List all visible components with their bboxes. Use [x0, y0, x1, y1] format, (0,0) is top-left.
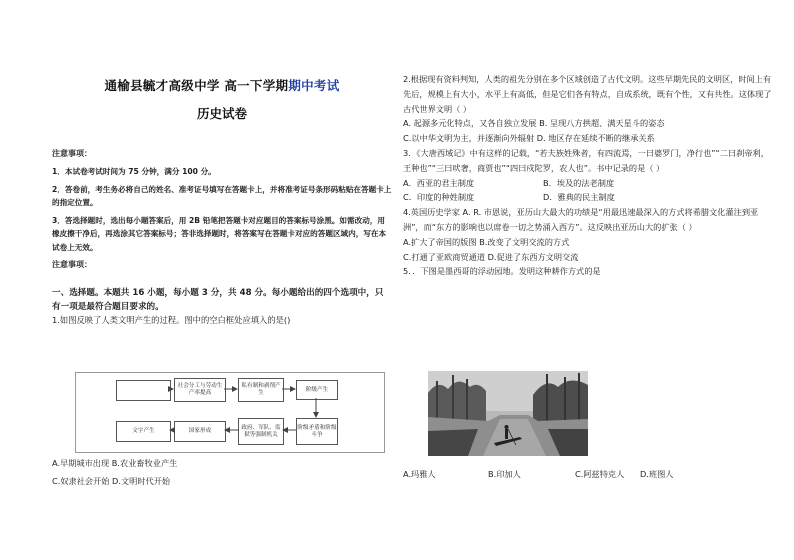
- q3-option-a: A．西亚的君主制度: [403, 177, 475, 188]
- exam-title: [52, 76, 392, 94]
- diagram-arrows: [76, 373, 384, 452]
- floating-garden-image: [428, 371, 588, 456]
- left-column: [52, 72, 392, 327]
- title-main: 通榆县毓才高级中学 高一下学期: [104, 78, 289, 93]
- question-1-option-cd: C.奴隶社会开始 D.文明时代开始: [52, 476, 171, 486]
- question-1: [52, 314, 392, 328]
- question-3-option-ab: [403, 176, 775, 191]
- q3-option-c: C．印度的种姓制度: [403, 192, 475, 203]
- q5-option-a: A.玛雅人: [403, 469, 436, 479]
- right-column: [403, 72, 775, 279]
- diagram-box-government: 政府、军队、监狱等强制机关: [238, 418, 284, 445]
- q5-option-d: D.班图人: [640, 469, 674, 479]
- title-highlight: 期中考试: [288, 78, 340, 93]
- exam-subtitle: 历史试卷: [196, 106, 247, 121]
- q2-option-d: D. 地区存在延续不断的继承关系: [536, 133, 655, 144]
- question-3-option-cd: [403, 190, 775, 205]
- notice-list: [52, 165, 392, 255]
- floating-garden-photo: [428, 371, 588, 456]
- question-1-option-ab: A.早期城市出现 B.农业畜牧业产生: [52, 458, 178, 468]
- question-4-option-cd: C.打通了亚欧商贸通道 D.促进了东西方文明交流: [403, 251, 579, 262]
- q5-option-b: B.印加人: [488, 469, 521, 479]
- q5-option-c: C.阿兹特克人: [575, 469, 625, 479]
- question-4-stem: 4.英国历史学家 A. R. 市恩说，亚历山大最大的功绩是“用最迅速最深入的方式将希腊文化灌注到亚洲”，而“东方的影响也以席卷一切之势涌入西方”。这反映出亚历山大的扩张（ ）: [403, 207, 759, 232]
- civilization-flow-diagram: [75, 372, 385, 453]
- diagram-box-state: 国家形成: [174, 421, 226, 442]
- notice-item: 3．答选择题时，选出每小题答案后，用 2B 铅笔把答题卡对应题目的答案标号涂黑。如需改动，用橡皮擦干净后，再选涂其它答案标号；答非选择题时，将答案写在答题卡对应的答题区域内，写在本试卷上无效。: [52, 215, 387, 252]
- diagram-box-division-of-labor: 社会分工与劳动生产率提高: [174, 378, 226, 402]
- diagram-box-classes: 阶级产生: [296, 380, 338, 400]
- section-heading: 一、选择题。本题共 16 小题，每小题 3 分，共 48 分。每小题给出的四个选项中，只有一项是最符合题目要求的。: [52, 287, 384, 312]
- question-3-stem: 3．《大唐西域记》中有这样的记载，“若夫族姓殊者，有四流焉，一曰婆罗门，净行也”“二曰刹帝利，王种也”“三曰吠奢，商贾也”“四曰戍陀罗，农人也”。书中记录的是（ ）: [403, 147, 769, 173]
- diagram-box-class-struggle: 阶级矛盾和阶级斗争: [296, 418, 338, 445]
- diagram-box-writing: 文字产生: [116, 421, 171, 442]
- q2-option-a: A. 起源多元化特点，又各自独立发展: [403, 118, 537, 129]
- q3-option-b: B．埃及的法老制度: [543, 177, 615, 188]
- question-1-stem: 1.如图反映了人类文明产生的过程。图中的空白框处应填入的是(): [52, 314, 291, 325]
- notice-item: 2．答卷前，考生务必将自己的姓名、准考证号填写在答题卡上，并将准考证号条形码粘贴在答题卡上的指定位置。: [52, 184, 392, 208]
- question-4-option-ab: A.扩大了帝国的版图 B.改变了文明交流的方式: [403, 236, 570, 247]
- question-2-option-cd: [403, 131, 775, 146]
- question-2-stem: 2.根据现有资料判知，人类的祖先分别在多个区域创造了古代文明。这些早期先民的文明区，时间上有先后，规模上有大小，水平上有高低，但是它们各有特点，自成系统，既有个性，又有共性。这体现了古代世界文明（ ）: [403, 74, 772, 114]
- diagram-box-private-ownership: 私有制和剥削产生: [238, 378, 284, 402]
- question-2-option-ab: [403, 116, 775, 131]
- q2-option-b: B. 呈现八方拱超、满天星斗的姿态: [539, 118, 665, 129]
- notice-heading: 注意事项：: [52, 149, 92, 158]
- notice-heading-2: 注意事项：: [52, 259, 92, 269]
- notice-item: 1．本试卷考试时间为 75 分钟，满分 100 分。: [52, 167, 216, 176]
- question-5-stem: 5．．下图是墨西哥的浮动园地。发明这种耕作方式的是: [403, 266, 601, 277]
- q3-option-d: D．雅典的民主制度: [543, 192, 615, 203]
- q2-option-c: C.以中华文明为主，并逐渐向外辐射: [403, 133, 535, 144]
